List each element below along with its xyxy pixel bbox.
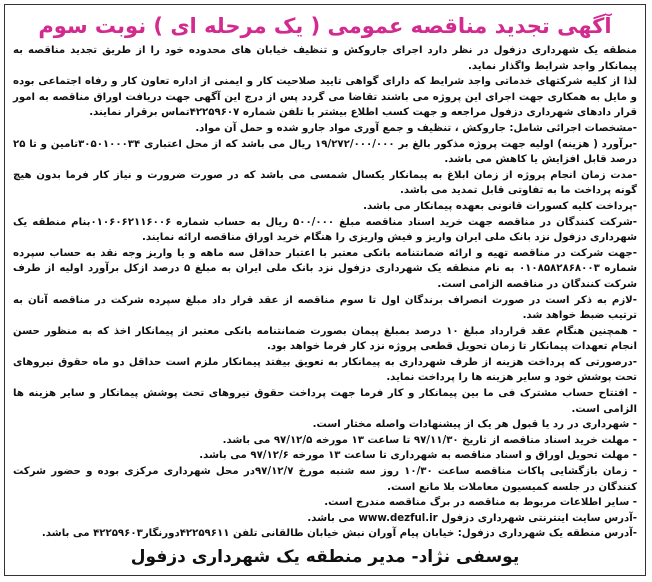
notice-paragraph: -شرکت کنندگان در مناقصه جهت خرید اسناد مناقصه مبلغ ۵۰۰/۰۰۰ ریال به حساب شماره ۰۱۰۶۰۶۲۱۱۶۰۰۶بنام منطقه یک شهرداری دزفول نزد بانک ملی ایران واریز و فیش واریزی را هنگام خرید اوراق مناقصه ارائه نمایند. (13, 216, 637, 244)
notice-paragraph: -آدرس منطقه یک شهرداری دزفول: خیابان پیام آوران نبش خیابان طالقانی تلفن ۴۲۲۵۹۶۱۱دورنگار۴۲۲۵۹۶۰۳ می باشد. (41, 528, 637, 540)
tender-notice (4, 4, 646, 576)
notice-intro: منطقه یک شهرداری دزفول در نظر دارد اجرای جاروکش و تنظیف خیابان های محدوده خود را از طریق تجدید مناقصه به پیمانکار واجد شرایط واگذار نماید. (13, 45, 637, 72)
notice-paragraph: -درصورتی که پرداخت هزینه از طرف شهرداری به پیمانکار به تعویق بیفتد پیمانکار ملزم است حداقل دو ماه حقوق نیروهای تحت پوشش خود و سایر هزینه ها را پرداخت نماید. (13, 356, 637, 384)
notice-paragraph: -مدت زمان انجام پروژه از زمان ابلاغ به پیمانکار یکسال شمسی می باشد که در صورت ضرورت و نیاز کار فرما بدون هیچ گونه پرداخت ما به تفاوتی قابل تمدید می باشد. (13, 169, 637, 197)
notice-paragraph: -جهت شرکت در مناقصه تهیه و ارائه ضمانتنامه بانکی معتبر با اعتبار حداقل سه ماهه و یا واریز وجه نقد به حساب سپرده شماره ۰۱۰۸۵۸۲۸۶۸۰۰۳ به نام منطقه یک شهرداری دزفول نزد بانک ملی ایران به مبلغ ۵ درصد ازکل برآورد اولیه از طرف شرکت کنندگان در مناقصه الزامی است. (13, 247, 637, 290)
notice-paragraph: - مهلت خرید اسناد مناقصه از تاریخ ۹۷/۱۱/۳۰ تا ساعت ۱۳ مورخه ۹۷/۱۲/۵ می باشد. (222, 434, 637, 446)
notice-paragraph: -برآورد ( هزینه) اولیه جهت پروژه مذکور بالغ بر ۱۹/۲۷۲/۰۰۰/۰۰۰ ریال می باشد که از محل اعتباری ۳۰۵۰۱۰۰۰۳۴تامین و تا ۲۵ درصد قابل افزایش یا کاهش می باشد. (13, 138, 637, 166)
notice-paragraph: - شهرداری در رد یا قبول هر یک از پیشنهادات واصله مختار است. (312, 419, 637, 431)
notice-paragraph: - مهلت تحویل اوراق و اسناد مناقصه به شهرداری تا ساعت ۱۳ مورخه ۹۷/۱۲/۶ می باشد. (199, 450, 637, 462)
notice-paragraph: لذا از کلیه شرکتهای خدماتی واجد شرایط که دارای گواهی تایید صلاحیت کار و ایمنی از اداره تعاون کار و رفاه اجتماعی بوده و مایل به همکاری جهت اجرای این پروژه می باشند تقاضا می گردد پس از درج این آگهی جهت دریافت اوراق مناقصه به امور قرار دادهای شهرداری دزفول مراجعه و جهت کسب اطلاع بیشتر با تلفن شماره ۴۲۲۵۹۶۰۷تماس برقرار نمایند. (13, 76, 637, 119)
notice-paragraph: -پرداخت کلیه کسورات قانونی بعهده پیمانکار می باشد. (363, 200, 637, 212)
notice-paragraph: - همچنین هنگام عقد قرارداد مبلغ ۱۰ درصد بمبلغ پیمان بصورت ضمانتنامه بانکی معتبر از پیمانکار اخذ که به منظور حسن انجام تعهدات پیمانکار تا زمان تحویل قطعی پروژه نزد کار فرما خواهد بود. (13, 325, 637, 353)
notice-title: آگهی تجدید مناقصه عمومی ( یک مرحله ای ) نوبت سوم (38, 14, 612, 38)
notice-paragraph: - زمان بازگشایی پاکات مناقصه ساعت ۱۰/۳۰ روز سه شنبه مورخ ۹۷/۱۲/۷در محل شهرداری مرکزی بوده و حضور شرکت کنندگان در جلسه کمیسیون معاملات بلا مانع است. (13, 466, 637, 493)
notice-paragraph: -لازم به ذکر است در صورت انصراف برندگان اول تا سوم مناقصه از عقد قرار داد مبلغ سپرده شرکت در مناقصه آنان به ترتیب ضبط خواهد شد. (13, 294, 637, 322)
notice-body (5, 43, 645, 542)
notice-paragraph: -مشخصات اجرائی شامل: جاروکش ، تنظیف و جمع آوری مواد جارو شده و حمل آن مواد. (195, 122, 637, 134)
notice-paragraph: - افتتاح حساب مشترک فی ما بین پیمانکار و کار فرما جهت پرداخت حقوق نیروهای تحت پوشش پیمانکار و سایر هزینه ها الزامی است. (13, 388, 637, 415)
notice-paragraph: -آدرس سایت اینترنتی شهرداری دزفول www.dezful.ir می باشد. (307, 512, 637, 524)
notice-signature: یوسفی نژاد- مدیر منطقه یک شهرداری دزفول (130, 547, 520, 567)
notice-paragraph: - سایر اطلاعات مربوط به مناقصه در برگ مناقصه مندرج است. (324, 497, 637, 509)
